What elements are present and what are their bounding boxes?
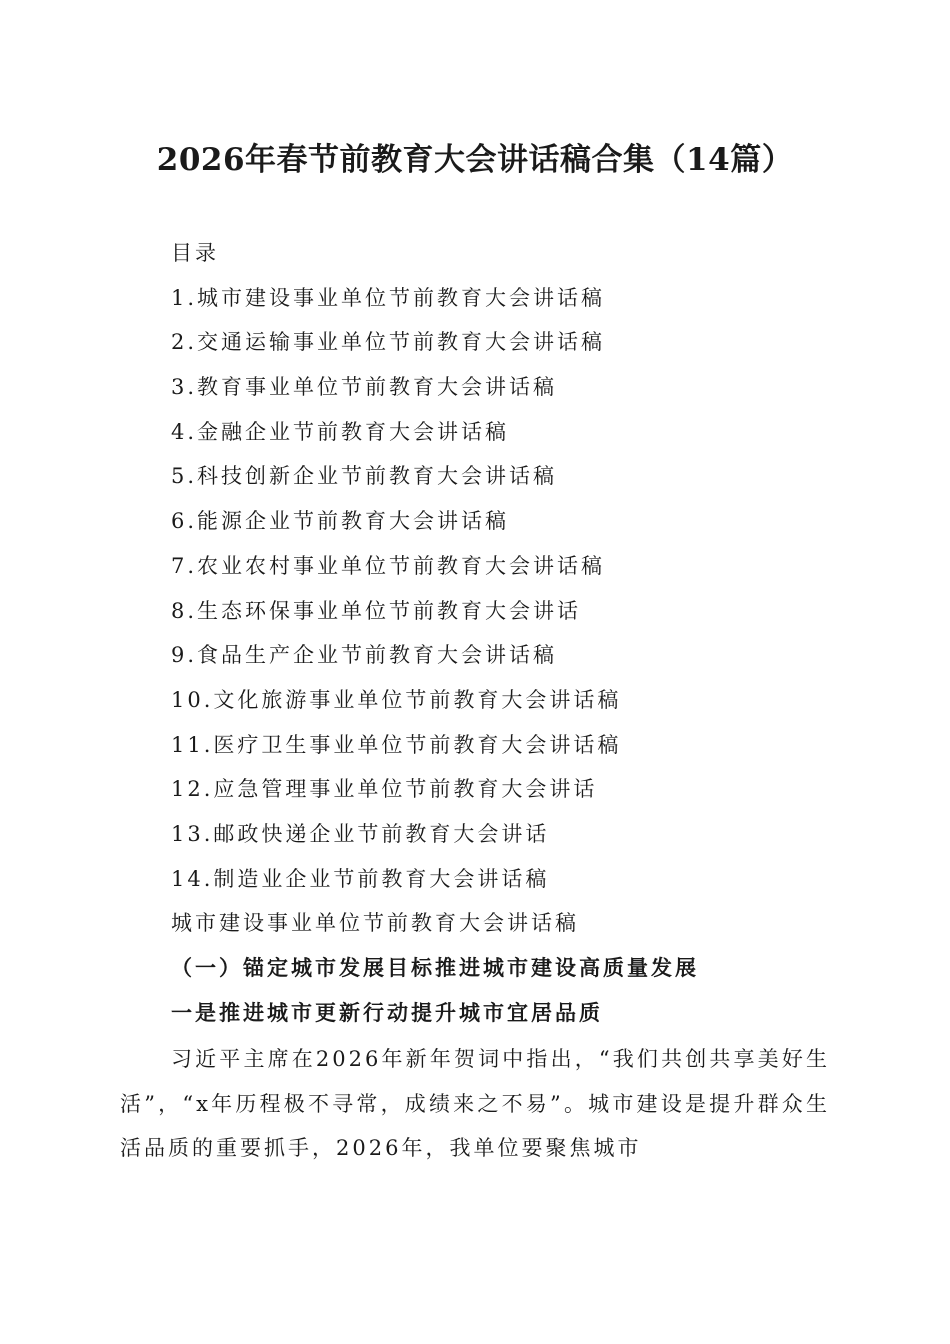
- toc-item: 10.文化旅游事业单位节前教育大会讲话稿: [171, 687, 622, 712]
- toc-item: 2.交通运输事业单位节前教育大会讲话稿: [171, 330, 606, 355]
- table-of-contents: [171, 231, 871, 1035]
- toc-item: 7.农业农村事业单位节前教育大会讲话稿: [171, 553, 606, 578]
- toc-item: 8.生态环保事业单位节前教育大会讲话: [171, 598, 582, 623]
- subheading-level-2: 一是推进城市更新行动提升城市宜居品质: [171, 999, 603, 1025]
- toc-item: 3.教育事业单位节前教育大会讲话稿: [171, 375, 558, 400]
- toc-item: 14.制造业企业节前教育大会讲话稿: [171, 866, 550, 891]
- toc-item: 5.科技创新企业节前教育大会讲话稿: [171, 464, 558, 489]
- toc-item: 1.城市建设事业单位节前教育大会讲话稿: [171, 285, 606, 310]
- toc-item: 9.食品生产企业节前教育大会讲话稿: [171, 643, 558, 668]
- toc-item: 6.能源企业节前教育大会讲话稿: [171, 509, 510, 534]
- toc-item: 13.邮政快递企业节前教育大会讲话: [171, 821, 550, 846]
- toc-item: 12.应急管理事业单位节前教育大会讲话: [171, 777, 598, 802]
- toc-item: 11.医疗卫生事业单位节前教育大会讲话稿: [171, 732, 622, 757]
- toc-heading: 目录: [171, 241, 219, 265]
- section-title: 城市建设事业单位节前教育大会讲话稿: [171, 911, 579, 936]
- document-title: 2026年春节前教育大会讲话稿合集（14篇）: [156, 142, 794, 178]
- toc-item: 4.金融企业节前教育大会讲话稿: [171, 419, 510, 444]
- subheading-level-1: （一）锚定城市发展目标推进城市建设高质量发展: [171, 955, 699, 980]
- body-paragraph: 习近平主席在2026年新年贺词中指出，“我们共创共享美好生活”，“x年历程极不寻常，成绩来之不易”。城市建设是提升群众生活品质的重要抓手，2026年，我单位要聚焦城市: [120, 1047, 830, 1161]
